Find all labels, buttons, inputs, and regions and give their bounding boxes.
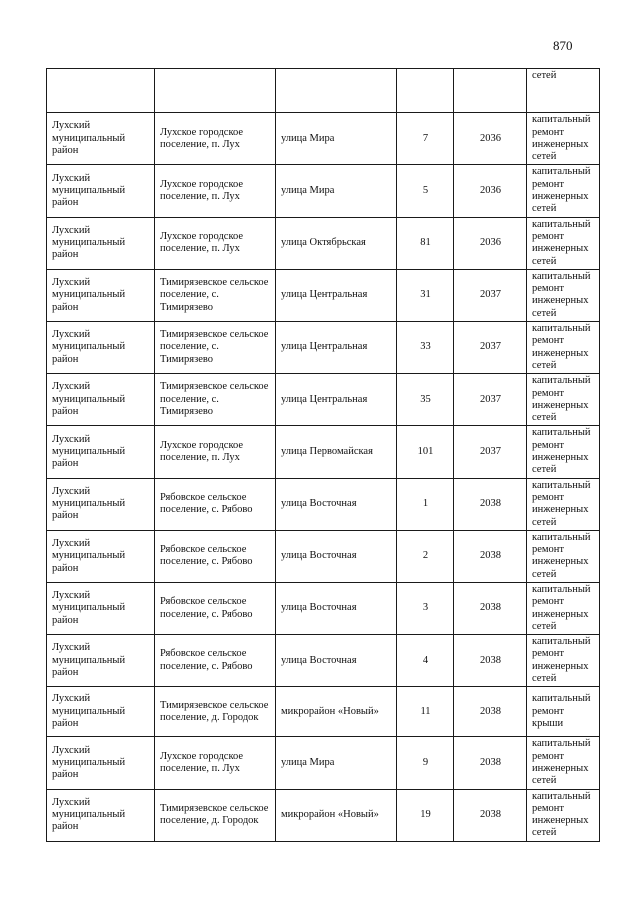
cell-year: 2036	[454, 217, 527, 269]
cell-year: 2038	[454, 582, 527, 634]
table-row	[47, 737, 600, 789]
cell-settlement: Лухское городское поселение, п. Лух	[155, 113, 276, 165]
cell-house: 101	[397, 426, 454, 478]
cell-district: Лухский муниципальный район	[47, 789, 155, 841]
cell-year: 2037	[454, 269, 527, 321]
cell-district	[47, 69, 155, 113]
cell-street: улица Восточная	[276, 582, 397, 634]
table-row	[47, 322, 600, 374]
housing-repair-table	[46, 68, 600, 842]
page-number: 870	[553, 38, 573, 53]
cell-house: 1	[397, 478, 454, 530]
cell-house: 81	[397, 217, 454, 269]
cell-work-type: капитальный ремонт инженерных сетей	[527, 582, 600, 634]
table-row	[47, 113, 600, 165]
table-row	[47, 789, 600, 841]
cell-year: 2038	[454, 789, 527, 841]
cell-year: 2037	[454, 322, 527, 374]
cell-house: 33	[397, 322, 454, 374]
continuation-row	[47, 69, 600, 113]
cell-work-type: капитальный ремонт инженерных сетей	[527, 530, 600, 582]
cell-district: Лухский муниципальный район	[47, 635, 155, 687]
cell-house: 5	[397, 165, 454, 217]
table-row	[47, 530, 600, 582]
cell-year: 2038	[454, 687, 527, 737]
cell-work-type: капитальный ремонт крыши	[527, 687, 600, 737]
cell-year: 2036	[454, 113, 527, 165]
cell-work-type: капитальный ремонт инженерных сетей	[527, 165, 600, 217]
cell-street: улица Центральная	[276, 374, 397, 426]
cell-settlement: Рябовское сельское поселение, с. Рябово	[155, 478, 276, 530]
cell-year: 2038	[454, 530, 527, 582]
cell-street	[276, 69, 397, 113]
cell-year: 2036	[454, 165, 527, 217]
cell-district: Лухский муниципальный район	[47, 217, 155, 269]
cell-district: Лухский муниципальный район	[47, 322, 155, 374]
table-row	[47, 269, 600, 321]
cell-district: Лухский муниципальный район	[47, 165, 155, 217]
cell-settlement: Тимирязевское сельское поселение, д. Городок	[155, 687, 276, 737]
cell-street: улица Восточная	[276, 478, 397, 530]
cell-house: 35	[397, 374, 454, 426]
cell-house	[397, 69, 454, 113]
cell-house: 19	[397, 789, 454, 841]
cell-district: Лухский муниципальный район	[47, 269, 155, 321]
cell-street: улица Мира	[276, 113, 397, 165]
cell-street: улица Центральная	[276, 322, 397, 374]
cell-year	[454, 69, 527, 113]
cell-work-type: капитальный ремонт инженерных сетей	[527, 635, 600, 687]
cell-work-type: капитальный ремонт инженерных сетей	[527, 426, 600, 478]
cell-district: Лухский муниципальный район	[47, 113, 155, 165]
cell-house: 31	[397, 269, 454, 321]
cell-year: 2038	[454, 478, 527, 530]
cell-work-type: капитальный ремонт инженерных сетей	[527, 322, 600, 374]
cell-settlement: Лухское городское поселение, п. Лух	[155, 426, 276, 478]
cell-settlement: Тимирязевское сельское поселение, с. Тимирязево	[155, 269, 276, 321]
cell-work-type: капитальный ремонт инженерных сетей	[527, 217, 600, 269]
cell-street: улица Мира	[276, 737, 397, 789]
cell-district: Лухский муниципальный район	[47, 530, 155, 582]
cell-street: микрорайон «Новый»	[276, 789, 397, 841]
cell-work-type: капитальный ремонт инженерных сетей	[527, 113, 600, 165]
cell-year: 2037	[454, 426, 527, 478]
cell-district: Лухский муниципальный район	[47, 374, 155, 426]
cell-house: 4	[397, 635, 454, 687]
cell-house: 9	[397, 737, 454, 789]
table-row	[47, 217, 600, 269]
table-row	[47, 374, 600, 426]
cell-street: улица Восточная	[276, 530, 397, 582]
cell-house: 7	[397, 113, 454, 165]
cell-settlement: Рябовское сельское поселение, с. Рябово	[155, 530, 276, 582]
cell-street: улица Первомайская	[276, 426, 397, 478]
cell-work-type: сетей	[527, 69, 600, 113]
cell-street: улица Мира	[276, 165, 397, 217]
table-row	[47, 478, 600, 530]
table-row	[47, 165, 600, 217]
cell-settlement: Тимирязевское сельское поселение, с. Тимирязево	[155, 374, 276, 426]
table-row	[47, 426, 600, 478]
cell-work-type: капитальный ремонт инженерных сетей	[527, 478, 600, 530]
cell-settlement: Тимирязевское сельское поселение, д. Городок	[155, 789, 276, 841]
cell-district: Лухский муниципальный район	[47, 426, 155, 478]
cell-work-type: капитальный ремонт инженерных сетей	[527, 737, 600, 789]
cell-year: 2038	[454, 635, 527, 687]
cell-district: Лухский муниципальный район	[47, 478, 155, 530]
cell-settlement: Лухское городское поселение, п. Лух	[155, 165, 276, 217]
table-row	[47, 687, 600, 737]
cell-settlement: Лухское городское поселение, п. Лух	[155, 217, 276, 269]
cell-work-type: капитальный ремонт инженерных сетей	[527, 269, 600, 321]
cell-district: Лухский муниципальный район	[47, 687, 155, 737]
cell-street: улица Октябрьская	[276, 217, 397, 269]
table-row	[47, 582, 600, 634]
cell-district: Лухский муниципальный район	[47, 737, 155, 789]
cell-year: 2038	[454, 737, 527, 789]
cell-work-type: капитальный ремонт инженерных сетей	[527, 374, 600, 426]
cell-street: улица Восточная	[276, 635, 397, 687]
cell-district: Лухский муниципальный район	[47, 582, 155, 634]
cell-house: 3	[397, 582, 454, 634]
table-row	[47, 635, 600, 687]
cell-street: микрорайон «Новый»	[276, 687, 397, 737]
cell-settlement: Лухское городское поселение, п. Лух	[155, 737, 276, 789]
cell-work-type: капитальный ремонт инженерных сетей	[527, 789, 600, 841]
cell-settlement: Рябовское сельское поселение, с. Рябово	[155, 635, 276, 687]
cell-house: 11	[397, 687, 454, 737]
cell-street: улица Центральная	[276, 269, 397, 321]
cell-settlement: Рябовское сельское поселение, с. Рябово	[155, 582, 276, 634]
cell-settlement	[155, 69, 276, 113]
cell-settlement: Тимирязевское сельское поселение, с. Тимирязево	[155, 322, 276, 374]
cell-house: 2	[397, 530, 454, 582]
cell-year: 2037	[454, 374, 527, 426]
